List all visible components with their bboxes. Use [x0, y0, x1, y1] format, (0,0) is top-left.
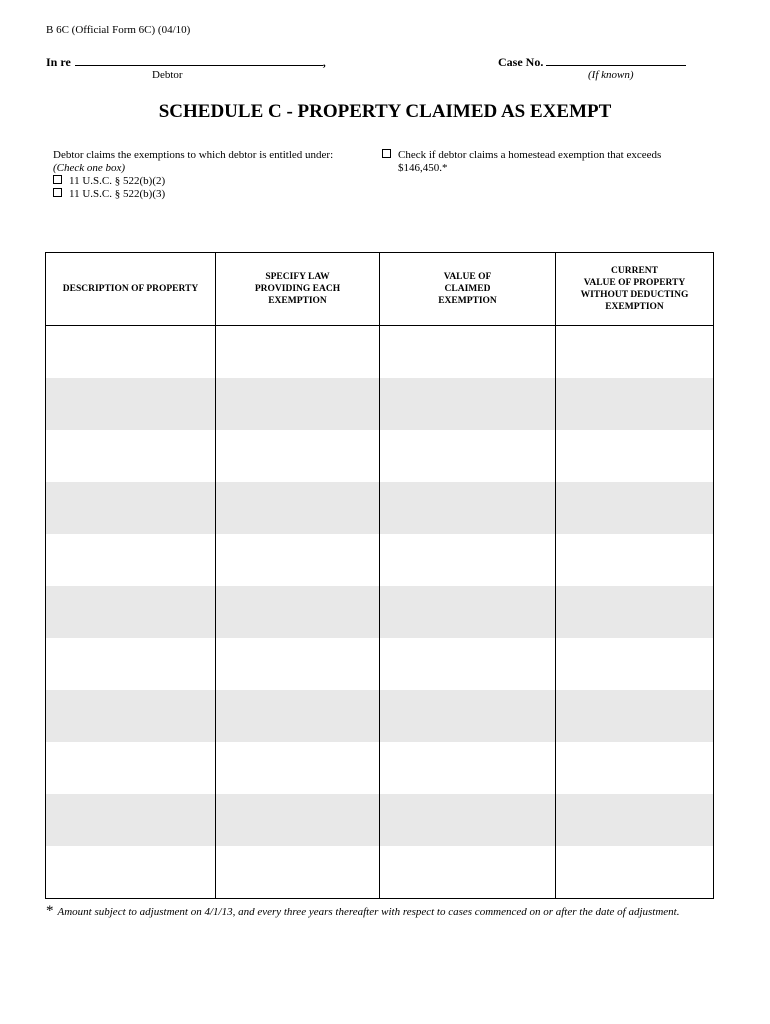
- claims-intro: Debtor claims the exemptions to which debtor is entitled under:: [53, 149, 334, 161]
- header-line: EXEMPTION: [605, 302, 664, 312]
- homestead-amount: $146,450.*: [398, 162, 448, 174]
- in-re-comma: ,: [322, 55, 326, 69]
- table-cell[interactable]: [556, 638, 714, 690]
- table-row: [46, 638, 714, 690]
- table-cell[interactable]: [556, 846, 714, 899]
- homestead-exemption: [382, 149, 682, 175]
- col-description-header: [46, 253, 216, 326]
- form-id: B 6C (Official Form 6C) (04/10): [46, 24, 191, 36]
- debtor-label: Debtor: [152, 69, 183, 81]
- table-cell[interactable]: [556, 690, 714, 742]
- table-body: [46, 326, 714, 899]
- table-cell[interactable]: [46, 378, 216, 430]
- table-cell[interactable]: [46, 430, 216, 482]
- table-cell[interactable]: [380, 742, 556, 794]
- table-cell[interactable]: [380, 430, 556, 482]
- header-line: VALUE OF PROPERTY: [583, 278, 686, 288]
- table-cell[interactable]: [46, 586, 216, 638]
- header-line: WITHOUT DEDUCTING: [580, 290, 689, 300]
- table-cell[interactable]: [556, 534, 714, 586]
- in-re-line: [46, 55, 326, 70]
- table-cell[interactable]: [216, 430, 380, 482]
- table-row: [46, 586, 714, 638]
- table-cell[interactable]: [46, 794, 216, 846]
- checkbox-homestead[interactable]: [382, 149, 391, 158]
- table-row: [46, 378, 714, 430]
- table-cell[interactable]: [556, 430, 714, 482]
- header-line: DESCRIPTION OF PROPERTY: [62, 284, 199, 294]
- table-cell[interactable]: [556, 586, 714, 638]
- option-522b2-label: 11 U.S.C. § 522(b)(2): [69, 175, 166, 187]
- table-cell[interactable]: [216, 794, 380, 846]
- table-row: [46, 690, 714, 742]
- table-cell[interactable]: [216, 742, 380, 794]
- table-cell[interactable]: [216, 586, 380, 638]
- table-cell[interactable]: [556, 326, 714, 379]
- table-cell[interactable]: [380, 794, 556, 846]
- debtor-name-field[interactable]: [75, 55, 323, 66]
- table-cell[interactable]: [556, 742, 714, 794]
- footnote: [46, 903, 680, 920]
- table-cell[interactable]: [46, 482, 216, 534]
- homestead-line1: [382, 149, 682, 162]
- case-no-label: Case No.: [498, 55, 544, 69]
- table-row: [46, 430, 714, 482]
- table-cell[interactable]: [46, 534, 216, 586]
- table-cell[interactable]: [46, 638, 216, 690]
- header-line: CLAIMED: [444, 284, 491, 294]
- table-row: [46, 846, 714, 899]
- col-current-value-header: [556, 253, 714, 326]
- header-line: SPECIFY LAW: [265, 272, 330, 282]
- table-cell[interactable]: [380, 534, 556, 586]
- homestead-text: Check if debtor claims a homestead exemption that exceeds: [398, 149, 662, 161]
- case-no-line: [498, 55, 686, 70]
- table-cell[interactable]: [46, 742, 216, 794]
- table-cell[interactable]: [46, 690, 216, 742]
- table-cell[interactable]: [556, 794, 714, 846]
- table-row: [46, 794, 714, 846]
- header-line: VALUE OF: [443, 272, 492, 282]
- check-one-label: (Check one box): [53, 162, 126, 174]
- table-cell[interactable]: [380, 586, 556, 638]
- table-row: [46, 482, 714, 534]
- header-line: EXEMPTION: [268, 296, 327, 306]
- table-row: [46, 742, 714, 794]
- checkbox-522b3[interactable]: [53, 188, 62, 197]
- footnote-text: Amount subject to adjustment on 4/1/13, and every three years thereafter with respect to cases commenced on or after the date of adjustment.: [57, 906, 680, 918]
- header-line: PROVIDING EACH: [254, 284, 341, 294]
- col-value-claimed-header: [380, 253, 556, 326]
- table-cell[interactable]: [46, 846, 216, 899]
- table-cell[interactable]: [216, 378, 380, 430]
- table-cell[interactable]: [380, 482, 556, 534]
- header-line: EXEMPTION: [438, 296, 497, 306]
- table-cell[interactable]: [380, 638, 556, 690]
- option-522b3-label: 11 U.S.C. § 522(b)(3): [69, 188, 166, 200]
- table-cell[interactable]: [46, 326, 216, 379]
- in-re-label: In re: [46, 55, 71, 69]
- option-522b3: [53, 188, 333, 201]
- table-row: [46, 326, 714, 379]
- footnote-star: *: [46, 903, 54, 919]
- exemption-table: [45, 252, 714, 899]
- table-cell[interactable]: [380, 846, 556, 899]
- table-row: [46, 534, 714, 586]
- table-cell[interactable]: [216, 534, 380, 586]
- table-cell[interactable]: [380, 326, 556, 379]
- table-cell[interactable]: [556, 378, 714, 430]
- table-header-row: [46, 253, 714, 326]
- if-known-label: (If known): [588, 69, 634, 81]
- option-522b2: [53, 175, 333, 188]
- table-cell[interactable]: [216, 482, 380, 534]
- table-cell[interactable]: [556, 482, 714, 534]
- table-cell[interactable]: [380, 378, 556, 430]
- header-line: CURRENT: [611, 266, 658, 276]
- case-number-field[interactable]: [546, 55, 686, 66]
- page-title: SCHEDULE C - PROPERTY CLAIMED AS EXEMPT: [158, 101, 612, 122]
- table-cell[interactable]: [216, 690, 380, 742]
- table-cell[interactable]: [380, 690, 556, 742]
- table-cell[interactable]: [216, 846, 380, 899]
- table-cell[interactable]: [216, 326, 380, 379]
- exemption-claims: [53, 149, 333, 201]
- col-specify-law-header: [216, 253, 380, 326]
- checkbox-522b2[interactable]: [53, 175, 62, 184]
- table-cell[interactable]: [216, 638, 380, 690]
